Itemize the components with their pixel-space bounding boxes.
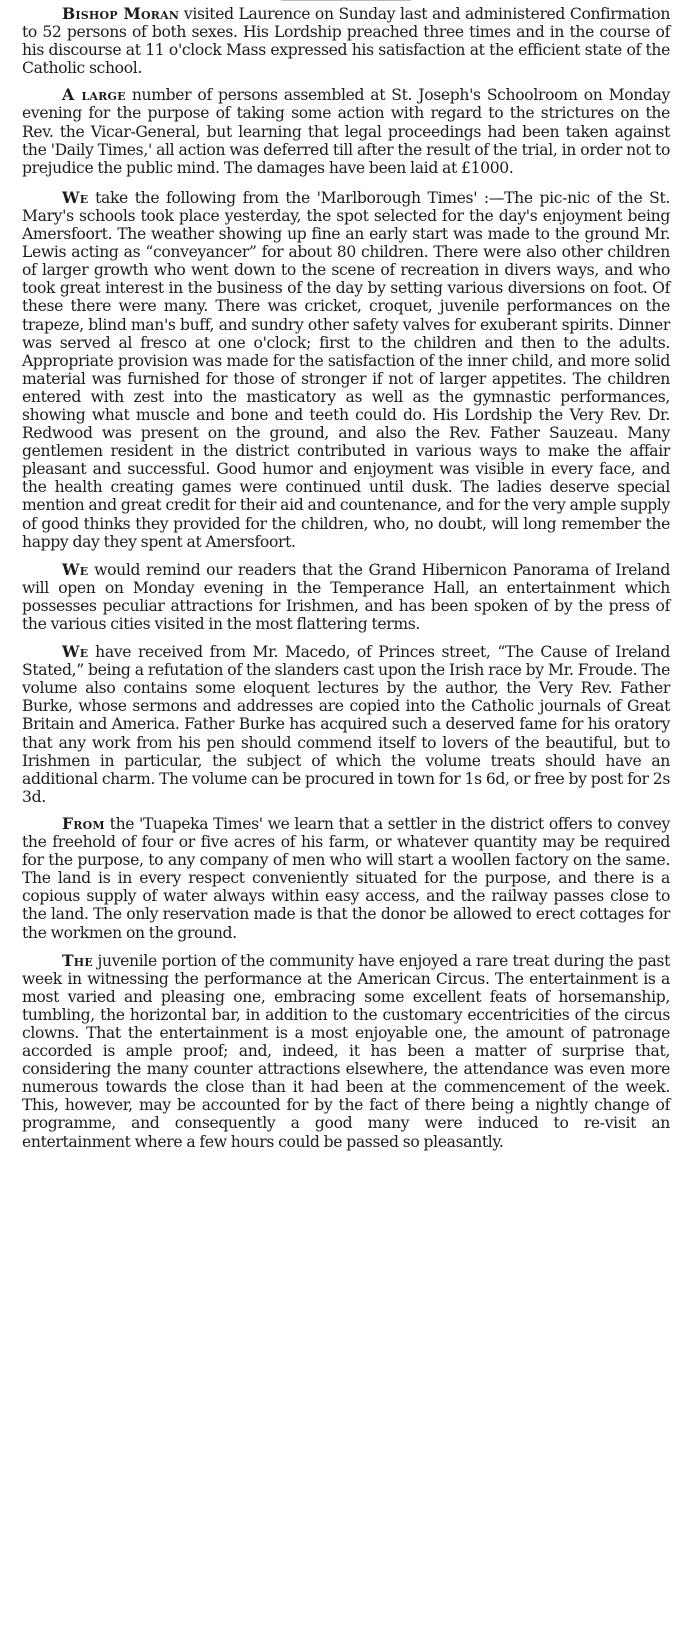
article-paragraph-4 <box>22 561 670 633</box>
paragraph-text: juvenile portion of the community have enjoyed a rare treat during the past week in witnessing the performance at the American Circus. The entertainment is a most varied and pleasing one, embracing some excellent feats of horsemanship, tumbling, the horizontal bar, in addition to the customary eccentricities of the circus clowns. That the entertainment is a most enjoyable one, the amount of patronage accorded is ample proof; and, indeed, it has been a matter of surprise that, considering the many counter attractions elsewhere, the attendance was even more numerous towards the close than it had been at the commencement of the week. This, however, may be accounted for by the fact of there being a nightly change of programme, and consequently a good many were induced to re-visit an entertainment where a few hours could be passed so pleasantly. <box>22 951 670 1151</box>
article-paragraph-2 <box>22 86 670 176</box>
article-paragraph-5 <box>22 643 670 806</box>
top-rule <box>281 0 411 5</box>
paragraph-text: visited Laurence on Sunday last and administered Confirmation to 52 persons of both sexes. His Lordship preached three times and in the course of his discourse at 11 o'clock Mass expressed his satisfaction at the efficient state of the Catholic school. <box>22 5 671 78</box>
lead-words: Bishop Moran <box>62 4 180 23</box>
paragraph-text: would remind our readers that the Grand Hibernicon Panorama of Ireland will open on Monday evening in the Temperance Hall, an entertainment which possesses peculiar attractions for Irishmen, and has been spoken of by the press of the various cities visited in the most flattering terms. <box>22 560 670 633</box>
paragraph-text: the 'Tuapeka Times' we learn that a settler in the district offers to convey the freehold of four or five acres of his farm, or whatever quantity may be required for the purpose, to any company of men who will start a woollen factory on the same. The land is in every respect conveniently situated for the purpose, and there is a copious supply of water always within easy access, and the railway passes close to the land. The only reservation made is that the donor be allowed to erect cottages for the workmen on the ground. <box>22 814 670 942</box>
lead-words: We <box>62 559 89 579</box>
lead-words: We <box>62 642 89 662</box>
lead-words: From <box>62 813 105 833</box>
paragraph-text: have received from Mr. Macedo, of Princes street, “The Cause of Ireland Stated,” being a refutation of the slanders cast upon the Irish race by Mr. Froude. The volume also contains some eloquent lectures by the author, the Very Rev. Father Burke, whose sermons and addresses are copied into the Catholic journals of Great Britain and America. Father Burke has acquired such a deserved fame for his oratory that any work from his pen should commend itself to lovers of the beautiful, but to Irishmen in particular, the subject of which the volume treats should have an additional charm. The volume can be procured in town for 1s 6d, or free by post for 2s 3d. <box>22 643 670 806</box>
article-paragraph-7 <box>22 952 670 1151</box>
paragraph-text: take the following from the 'Marlborough Times' :—The pic-nic of the St. Mary's schools took place yesterday, the spot selected for the day's enjoyment being Amersfoort. The weather showing up fine an early start was made to the ground Mr. Lewis acting as “conveyancer” for about 80 children. There were also other children of larger growth who went down to the scene of recreation in divers ways, and who took great interest in the business of the day by setting various diversions on foot. Of these there were many. There was cricket, croquet, juvenile performances on the trapeze, blind man's buff, and sundry other safety valves for exuberant spirits. Dinner was served al fresco at one o'clock; first to the children and then to the adults. Appropriate provision was made for the satisfaction of the inner child, and more solid material was furnished for those of stronger if not of larger appetites. The children entered with zest into the masticatory as well as the gymnastic performances, showing what muscle and bone and teeth could do. His Lordship the Very Rev. Dr. Redwood was present on the ground, and also the Rev. Father Sauzeau. Many gentlemen resident in the district contributed in various ways to make the affair pleasant and successful. Good humor and enjoyment was visible in every face, and the health creating games were continued until dusk. The ladies deserve special mention and great credit for their aid and countenance, and for the very ample supply of good thinks they provided for the children, who, no doubt, will long remember the happy day they spent at Amersfoort. <box>22 188 670 551</box>
lead-words: The <box>62 950 93 970</box>
paragraph-text: number of persons assembled at St. Joseph's Schoolroom on Monday evening for the purpose of taking some action with regard to the strictures on the Rev. the Vicar-General, but learning that legal proceedings had been taken against the 'Daily Times,' all action was deferred till after the result of the trial, in order not to prejudice the public mind. The damages have been laid at £1000. <box>22 86 670 177</box>
article-paragraph-6 <box>22 815 670 942</box>
lead-words: A large <box>62 85 126 105</box>
article-paragraph-1 <box>22 5 670 77</box>
article-paragraph-3 <box>22 189 670 551</box>
lead-words: We <box>62 187 89 207</box>
